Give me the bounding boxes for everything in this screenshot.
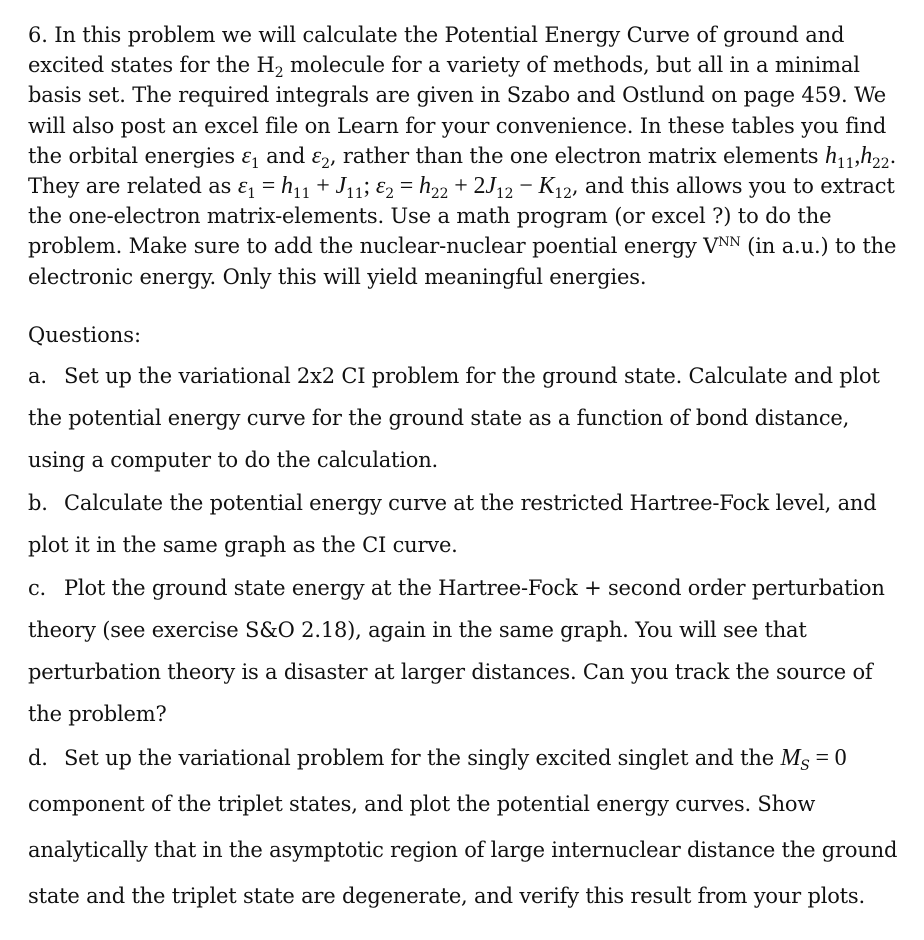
problem-page [28, 20, 900, 908]
question-a: a. Set up the variational 2x2 CI problem for the ground state. Calculate and plot the potential energy curve for the ground state as a function of bond distance, using a computer to do the calculation. [28, 364, 880, 472]
question-b: b. Calculate the potential energy curve at the restricted Hartree-Fock level, and plot it in the same graph as the CI curve. [28, 491, 877, 557]
questions-heading: Questions: [28, 323, 142, 347]
question-d: d. Set up the variational problem for the singly excited singlet and the $M_S = 0$ component of the triplet states, and plot the potential energy curves. Show analytically that in the asymptotic region of large internuclear distance the ground state and the triplet state are degenerate, and verify this result from your plots. [28, 745, 898, 908]
problem-intro: 6. In this problem we will calculate the Potential Energy Curve of ground and excited states for the $H_2$ molecule for a variety of methods, but all in a minimal basis set. The required integrals are given in Szabo and Ostlund on page 459. We will also post an excel file on Learn for your convenience. In these tables you find the orbital energies $\varepsilon_1$ and $\varepsilon_2$, rather than the one electron matrix elements $h_{11},h_{22}$. They are related as $\varepsilon_1 = h_{11} + J_{11}$; $\varepsilon_2 = h_{22} + 2J_{12} - K_{12}$, and this allows you to extract the one-electron matrix-elements. Use a math program (or excel ?) to do the problem. Make sure to add the nuclear-nuclear poential energy $V^{NN}$ (in a.u.) to the electronic energy. Only this will yield meaningful energies. [28, 23, 897, 289]
question-c: c. Plot the ground state energy at the Hartree-Fock + second order perturbation theory (see exercise S&O 2.18), again in the same graph. You will see that perturbation theory is a disaster at larger distances. Can you track the source of the problem? [28, 576, 885, 726]
